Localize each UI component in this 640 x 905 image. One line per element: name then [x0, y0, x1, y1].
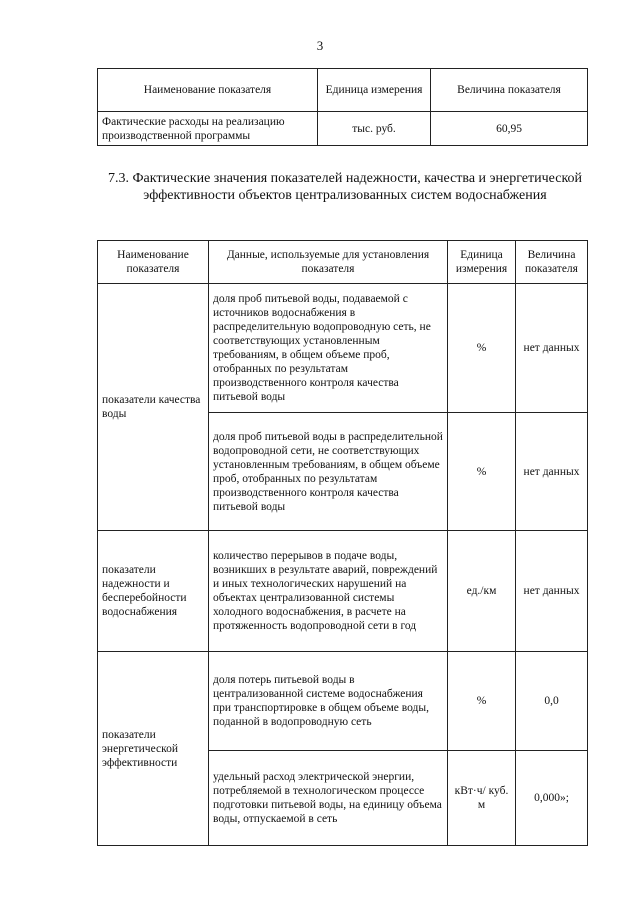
table-row — [98, 284, 588, 413]
group-name-quality: показатели качества воды — [98, 284, 209, 531]
table-header-row — [98, 241, 588, 284]
row-data: доля проб питьевой воды в распределительной водопроводной сети, не соответствующих установленным требованиям, в общем объеме проб, отобранных по результатам производственного контроля качества питьевой воды — [209, 413, 448, 531]
row-unit: кВт·ч/ куб. м — [448, 751, 516, 846]
row-data: доля проб питьевой воды, подаваемой с источников водоснабжения в распределительную водопроводную сеть, не соответствующих установленным требованиям, в общем объеме проб, отобранных по результатам производственного контроля качества питьевой воды — [209, 284, 448, 413]
indicators-table — [97, 240, 588, 846]
header-value: Величина показателя — [431, 69, 588, 112]
group-name-reliability: показатели надежности и бесперебойности водоснабжения — [98, 531, 209, 652]
production-program-table — [97, 68, 588, 146]
row-data: количество перерывов в подаче воды, возникших в результате аварий, повреждений и иных технологических нарушений на объектах централизованной системы холодного водоснабжения, в расчете на протяженность водопроводной сети в год — [209, 531, 448, 652]
header-value: Величина показателя — [516, 241, 588, 284]
row-unit: % — [448, 413, 516, 531]
row-value: 0,000»; — [516, 751, 588, 846]
row-value: нет данных — [516, 284, 588, 413]
table-row — [98, 112, 588, 146]
row-name: Фактические расходы на реализацию производственной программы — [98, 112, 318, 146]
row-unit: тыс. руб. — [318, 112, 431, 146]
table-row — [98, 652, 588, 751]
table-row — [98, 531, 588, 652]
header-indicator-name: Наименование показателя — [98, 241, 209, 284]
group-name-energy: показатели энергетической эффективности — [98, 652, 209, 846]
row-value: 0,0 — [516, 652, 588, 751]
row-value: нет данных — [516, 531, 588, 652]
header-indicator-name: Наименование показателя — [98, 69, 318, 112]
row-data: удельный расход электрической энергии, потребляемой в технологическом процессе подготовки питьевой воды, на единицу объема воды, отпускаемой в сеть — [209, 751, 448, 846]
row-unit: ед./км — [448, 531, 516, 652]
row-value: нет данных — [516, 413, 588, 531]
header-data: Данные, используемые для установления показателя — [209, 241, 448, 284]
row-unit: % — [448, 284, 516, 413]
row-data: доля потерь питьевой воды в централизованной системе водоснабжения при транспортировке в общем объеме воды, поданной в водопроводную сеть — [209, 652, 448, 751]
section-title: 7.3. Фактические значения показателей надежности, качества и энергетической эффективности объектов централизованных систем водоснабжения — [107, 171, 583, 203]
page-number: 3 — [316, 38, 324, 53]
header-unit: Единица измерения — [318, 69, 431, 112]
table-header-row — [98, 69, 588, 112]
header-unit: Единица измерения — [448, 241, 516, 284]
row-value: 60,95 — [431, 112, 588, 146]
row-unit: % — [448, 652, 516, 751]
